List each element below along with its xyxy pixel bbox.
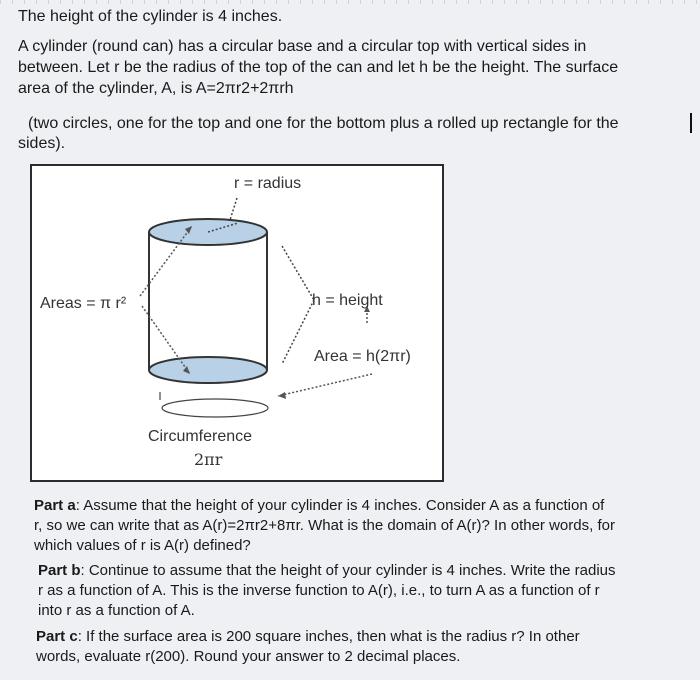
area-side-label: Area = h(2πr) <box>314 348 411 365</box>
height-label: h = height <box>312 292 383 309</box>
top-ruler-decoration <box>0 0 700 4</box>
part-a-line-1 <box>34 496 604 515</box>
cylinder-diagram <box>30 164 444 482</box>
part-c-line-2: words, evaluate r(200). Round your answer to 2 decimal places. <box>36 648 461 665</box>
part-b-line-2: r as a function of A. This is the inverse function to A(r), i.e., to turn A as a function of r <box>38 582 600 599</box>
intro-line-2: A cylinder (round can) has a circular base and a circular top with vertical sides in <box>18 38 587 55</box>
radius-label: r = radius <box>234 175 302 192</box>
circumference-label: Circumference <box>148 428 253 445</box>
intro-line-4: area of the cylinder, A, is A=2πr2+2πrh <box>18 80 294 97</box>
part-c-text: : If the surface area is 200 square inches, then what is the radius r? In other <box>77 628 580 645</box>
part-a-label: Part a <box>34 497 76 514</box>
part-b-text: : Continue to assume that the height of your cylinder is 4 inches. Write the radius <box>80 562 616 579</box>
part-c-label: Part c <box>36 628 78 645</box>
intro-line-1: The height of the cylinder is 4 inches. <box>18 8 283 25</box>
part-c-line-1 <box>36 627 580 646</box>
intro-line-3: between. Let r be the radius of the top of the can and let h be the height. The surface <box>18 59 619 76</box>
part-b-line-3: into r as a function of A. <box>38 602 195 619</box>
circumference-formula: 2πr <box>194 450 223 469</box>
part-b-label: Part b <box>38 562 81 579</box>
areas-label: Areas = π r² <box>40 295 127 312</box>
part-a-text: : Assume that the height of your cylinder is 4 inches. Consider A as a function of <box>75 497 605 514</box>
part-b-line-1 <box>38 561 616 580</box>
intro-line-5: (two circles, one for the top and one for the bottom plus a rolled up rectangle for the <box>28 115 619 132</box>
part-a-line-2: r, so we can write that as A(r)=2πr2+8πr. What is the domain of A(r)? In other words, for <box>34 517 615 534</box>
intro-line-6: sides). <box>18 135 66 152</box>
part-a-line-3: which values of r is A(r) defined? <box>34 537 251 554</box>
text-cursor <box>690 113 692 133</box>
